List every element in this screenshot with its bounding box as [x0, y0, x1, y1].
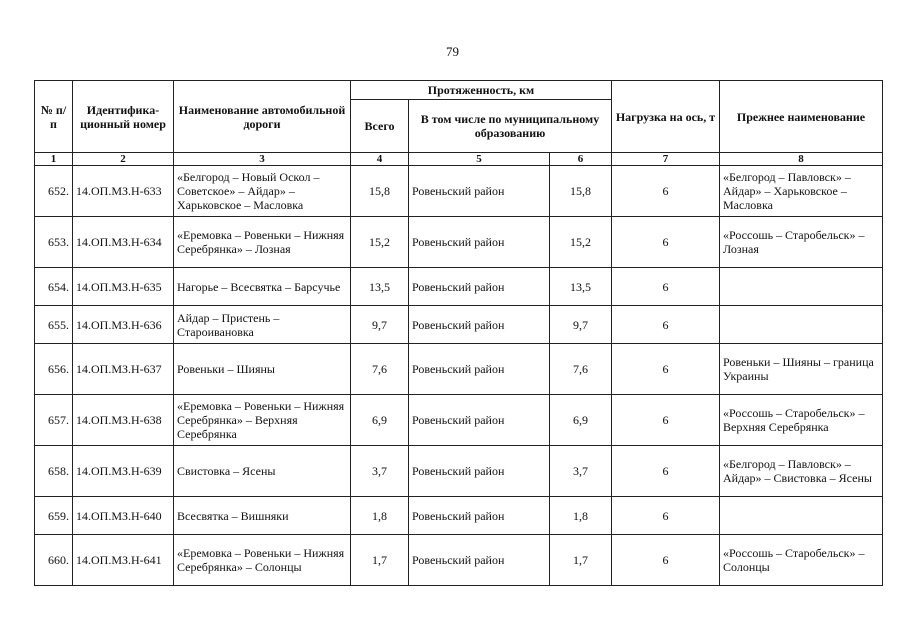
road-id: 14.ОП.МЗ.Н-637 [73, 344, 174, 395]
previous-name [720, 306, 883, 344]
row-number: 655. [35, 306, 73, 344]
road-name: Свистовка – Ясены [174, 446, 351, 497]
axle-load: 6 [612, 268, 720, 306]
road-id: 14.ОП.МЗ.Н-638 [73, 395, 174, 446]
municipality-length: 1,8 [550, 497, 612, 535]
row-number: 652. [35, 166, 73, 217]
axle-load: 6 [612, 497, 720, 535]
axle-load: 6 [612, 217, 720, 268]
road-id: 14.ОП.МЗ.Н-635 [73, 268, 174, 306]
municipality: Ровеньский район [409, 306, 550, 344]
municipality-length: 15,2 [550, 217, 612, 268]
previous-name: «Белгород – Павловск» – Айдар» – Свистовка – Ясены [720, 446, 883, 497]
road-name: Всесвятка – Вишняки [174, 497, 351, 535]
row-number: 657. [35, 395, 73, 446]
length-total: 15,8 [351, 166, 409, 217]
column-number: 8 [720, 153, 883, 166]
column-number: 2 [73, 153, 174, 166]
municipality: Ровеньский район [409, 217, 550, 268]
length-total: 7,6 [351, 344, 409, 395]
municipality: Ровеньский район [409, 268, 550, 306]
previous-name: «Россошь – Старобельск» – Верхняя Серебрянка [720, 395, 883, 446]
road-name: «Еремовка – Ровеньки – Нижняя Серебрянка» – Верхняя Серебрянка [174, 395, 351, 446]
previous-name [720, 497, 883, 535]
length-total: 1,8 [351, 497, 409, 535]
column-numbers-row [35, 153, 883, 166]
length-total: 13,5 [351, 268, 409, 306]
table-row [35, 166, 883, 217]
header-name: Наименование автомобильной дороги [174, 81, 351, 153]
road-id: 14.ОП.МЗ.Н-634 [73, 217, 174, 268]
header-including: В том числе по муниципальному образованию [409, 100, 612, 153]
header-total: Всего [351, 100, 409, 153]
header-length-group: Протяженность, км [351, 81, 612, 100]
roads-table [34, 80, 883, 586]
axle-load: 6 [612, 535, 720, 586]
row-number: 658. [35, 446, 73, 497]
table-row [35, 217, 883, 268]
header-load: Нагрузка на ось, т [612, 81, 720, 153]
axle-load: 6 [612, 446, 720, 497]
column-number: 4 [351, 153, 409, 166]
page-number: 79 [446, 44, 459, 59]
length-total: 9,7 [351, 306, 409, 344]
previous-name: «Россошь – Старобельск» – Солонцы [720, 535, 883, 586]
road-id: 14.ОП.МЗ.Н-633 [73, 166, 174, 217]
road-name: Ровеньки – Шияны [174, 344, 351, 395]
table-row [35, 268, 883, 306]
axle-load: 6 [612, 306, 720, 344]
axle-load: 6 [612, 395, 720, 446]
table-row [35, 344, 883, 395]
axle-load: 6 [612, 344, 720, 395]
length-total: 15,2 [351, 217, 409, 268]
road-id: 14.ОП.МЗ.Н-636 [73, 306, 174, 344]
road-name: Нагорье – Всесвятка – Барсучье [174, 268, 351, 306]
road-name: «Еремовка – Ровеньки – Нижняя Серебрянка» – Солонцы [174, 535, 351, 586]
municipality: Ровеньский район [409, 535, 550, 586]
road-id: 14.ОП.МЗ.Н-639 [73, 446, 174, 497]
column-number: 7 [612, 153, 720, 166]
municipality: Ровеньский район [409, 166, 550, 217]
row-number: 656. [35, 344, 73, 395]
municipality-length: 3,7 [550, 446, 612, 497]
column-number: 3 [174, 153, 351, 166]
road-id: 14.ОП.МЗ.Н-640 [73, 497, 174, 535]
road-id: 14.ОП.МЗ.Н-641 [73, 535, 174, 586]
municipality-length: 1,7 [550, 535, 612, 586]
row-number: 659. [35, 497, 73, 535]
header-prev: Прежнее наименование [720, 81, 883, 153]
previous-name: «Россошь – Старобельск» – Лозная [720, 217, 883, 268]
previous-name: Ровеньки – Шияны – граница Украины [720, 344, 883, 395]
municipality-length: 6,9 [550, 395, 612, 446]
column-number: 1 [35, 153, 73, 166]
length-total: 3,7 [351, 446, 409, 497]
row-number: 653. [35, 217, 73, 268]
header-id: Идентифика-ционный номер [73, 81, 174, 153]
table-row [35, 446, 883, 497]
road-name: «Белгород – Новый Оскол – Советское» – Айдар» – Харьковское – Масловка [174, 166, 351, 217]
municipality: Ровеньский район [409, 344, 550, 395]
table-row [35, 306, 883, 344]
municipality: Ровеньский район [409, 497, 550, 535]
axle-load: 6 [612, 166, 720, 217]
row-number: 660. [35, 535, 73, 586]
municipality-length: 9,7 [550, 306, 612, 344]
column-number: 5 [409, 153, 550, 166]
previous-name: «Белгород – Павловск» – Айдар» – Харьковское – Масловка [720, 166, 883, 217]
row-number: 654. [35, 268, 73, 306]
municipality-length: 15,8 [550, 166, 612, 217]
municipality: Ровеньский район [409, 446, 550, 497]
length-total: 6,9 [351, 395, 409, 446]
length-total: 1,7 [351, 535, 409, 586]
previous-name [720, 268, 883, 306]
road-name: Айдар – Пристень – Староивановка [174, 306, 351, 344]
header-num: № п/п [35, 81, 73, 153]
road-name: «Еремовка – Ровеньки – Нижняя Серебрянка» – Лозная [174, 217, 351, 268]
municipality: Ровеньский район [409, 395, 550, 446]
table-row [35, 497, 883, 535]
column-number: 6 [550, 153, 612, 166]
table-row [35, 395, 883, 446]
municipality-length: 7,6 [550, 344, 612, 395]
municipality-length: 13,5 [550, 268, 612, 306]
table-row [35, 535, 883, 586]
